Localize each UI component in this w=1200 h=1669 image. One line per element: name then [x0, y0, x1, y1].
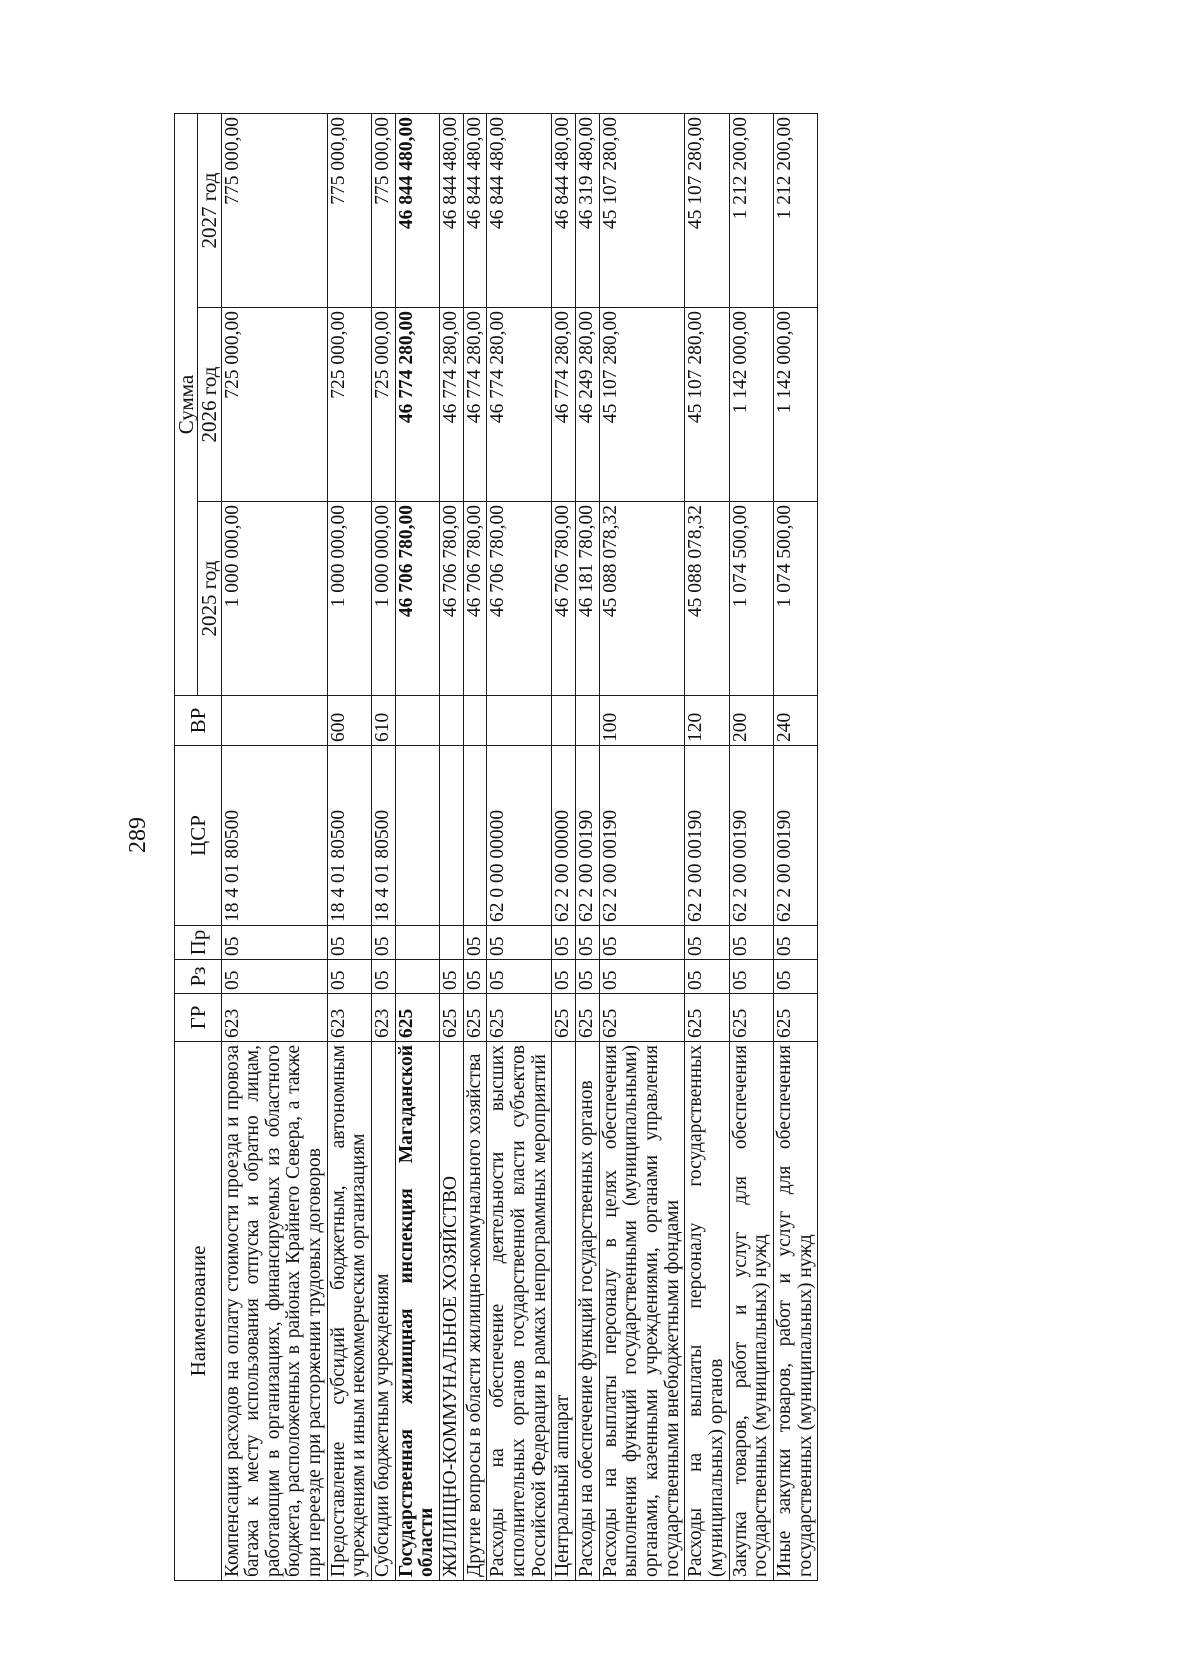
row-2026-cell: 1 142 000,00 [729, 308, 773, 502]
row-2026-cell: 46 774 280,00 [440, 308, 464, 502]
row-2025-cell: 45 088 078,32 [685, 502, 729, 696]
row-gr-cell: 625 [576, 994, 600, 1042]
row-gr-cell: 623 [327, 994, 371, 1042]
header-pr: Пр [175, 926, 222, 960]
row-csr-cell: 62 2 00 00000 [552, 746, 576, 926]
row-rz-cell: 05 [463, 960, 487, 994]
row-gr-cell: 623 [221, 994, 327, 1042]
row-2026-cell: 45 107 280,00 [599, 308, 685, 502]
row-vr-cell: 120 [685, 696, 729, 746]
row-csr-cell [395, 746, 439, 926]
row-2027-cell: 775 000,00 [221, 113, 327, 307]
row-pr-cell [440, 926, 464, 960]
row-pr-cell: 05 [372, 926, 396, 960]
row-2025-cell: 1 074 500,00 [773, 502, 817, 696]
row-gr-cell: 625 [552, 994, 576, 1042]
row-pr-cell: 05 [599, 926, 685, 960]
row-vr-cell [463, 696, 487, 746]
row-name-cell: Другие вопросы в области жилищно-коммунального хозяйства [463, 1042, 487, 1581]
table-row [372, 113, 396, 1580]
row-2026-cell: 1 142 000,00 [773, 308, 817, 502]
row-2025-cell: 1 000 000,00 [221, 502, 327, 696]
table-row [221, 113, 327, 1580]
table-row [327, 113, 371, 1580]
row-name-cell: Расходы на выплаты персоналу в целях обеспечения выполнения функций государственными (муниципальными) органами, казенными учреждениями, органами управления государственными внебюджетными фондами [599, 1042, 685, 1581]
row-pr-cell: 05 [576, 926, 600, 960]
row-gr-cell: 625 [685, 994, 729, 1042]
row-2026-cell: 46 774 280,00 [395, 308, 439, 502]
row-gr-cell: 625 [773, 994, 817, 1042]
table-row [773, 113, 817, 1580]
row-pr-cell: 05 [487, 926, 552, 960]
row-rz-cell: 05 [729, 960, 773, 994]
row-pr-cell: 05 [729, 926, 773, 960]
rotated-table-container [174, 114, 1114, 1581]
table-row [576, 113, 600, 1580]
row-2027-cell: 46 319 480,00 [576, 113, 600, 307]
table-body [221, 113, 818, 1580]
header-csr: ЦСР [175, 746, 222, 926]
row-gr-cell: 625 [463, 994, 487, 1042]
header-name: Наименование [175, 1042, 222, 1581]
table-row [395, 113, 439, 1580]
row-2025-cell: 1 000 000,00 [372, 502, 396, 696]
row-pr-cell: 05 [685, 926, 729, 960]
row-csr-cell [463, 746, 487, 926]
header-2026: 2026 год [198, 308, 221, 502]
row-2027-cell: 1 212 200,00 [729, 113, 773, 307]
row-vr-cell [221, 696, 327, 746]
row-gr-cell: 625 [440, 994, 464, 1042]
row-2025-cell: 46 706 780,00 [463, 502, 487, 696]
row-csr-cell [440, 746, 464, 926]
row-csr-cell: 18 4 01 80500 [221, 746, 327, 926]
header-rz: Рз [175, 960, 222, 994]
row-2027-cell: 46 844 480,00 [552, 113, 576, 307]
header-gr: ГР [175, 994, 222, 1042]
row-2027-cell: 46 844 480,00 [487, 113, 552, 307]
row-name-cell: ЖИЛИЩНО-КОММУНАЛЬНОЕ ХОЗЯЙСТВО [440, 1042, 464, 1581]
row-name-cell: Центральный аппарат [552, 1042, 576, 1581]
row-rz-cell: 05 [221, 960, 327, 994]
row-2026-cell: 45 107 280,00 [685, 308, 729, 502]
row-name-cell: Расходы на обеспечение функций государственных органов [576, 1042, 600, 1581]
row-gr-cell: 625 [729, 994, 773, 1042]
table-row [685, 113, 729, 1580]
row-pr-cell: 05 [463, 926, 487, 960]
row-rz-cell: 05 [576, 960, 600, 994]
row-2026-cell: 725 000,00 [221, 308, 327, 502]
row-2025-cell: 45 088 078,32 [599, 502, 685, 696]
header-vr: ВР [175, 696, 222, 746]
row-csr-cell: 62 2 00 00190 [685, 746, 729, 926]
row-vr-cell [552, 696, 576, 746]
header-2025: 2025 год [198, 502, 221, 696]
page-number: 289 [125, 817, 151, 853]
row-vr-cell [440, 696, 464, 746]
row-rz-cell [395, 960, 439, 994]
row-2026-cell: 46 774 280,00 [463, 308, 487, 502]
row-2026-cell: 46 249 280,00 [576, 308, 600, 502]
budget-table [174, 113, 818, 1581]
row-rz-cell: 05 [599, 960, 685, 994]
row-rz-cell: 05 [685, 960, 729, 994]
row-csr-cell: 18 4 01 80500 [372, 746, 396, 926]
row-rz-cell: 05 [487, 960, 552, 994]
table-row [599, 113, 685, 1580]
row-2027-cell: 775 000,00 [372, 113, 396, 307]
row-rz-cell: 05 [327, 960, 371, 994]
row-csr-cell: 62 2 00 00190 [729, 746, 773, 926]
row-vr-cell: 610 [372, 696, 396, 746]
row-pr-cell: 05 [773, 926, 817, 960]
table-row [729, 113, 773, 1580]
row-csr-cell: 18 4 01 80500 [327, 746, 371, 926]
row-name-cell: Иные закупки товаров, работ и услуг для обеспечения государственных (муниципальных) нужд [773, 1042, 817, 1581]
row-name-cell: Расходы на обеспечение деятельности высших исполнительных органов государственной власти субъектов Российской Федерации в рамках непрограммных мероприятий [487, 1042, 552, 1581]
header-row-top [175, 113, 198, 1580]
row-vr-cell: 240 [773, 696, 817, 746]
row-vr-cell: 200 [729, 696, 773, 746]
row-name-cell: Государственная жилищная инспекция Магаданской области [395, 1042, 439, 1581]
row-2027-cell: 1 212 200,00 [773, 113, 817, 307]
row-2025-cell: 1 000 000,00 [327, 502, 371, 696]
row-rz-cell: 05 [552, 960, 576, 994]
row-vr-cell: 600 [327, 696, 371, 746]
row-csr-cell: 62 2 00 00190 [576, 746, 600, 926]
row-vr-cell [487, 696, 552, 746]
row-2025-cell: 46 706 780,00 [552, 502, 576, 696]
row-2027-cell: 46 844 480,00 [395, 113, 439, 307]
row-name-cell: Субсидии бюджетным учреждениям [372, 1042, 396, 1581]
row-csr-cell: 62 2 00 00190 [773, 746, 817, 926]
row-name-cell: Расходы на выплаты персоналу государственных (муниципальных) органов [685, 1042, 729, 1581]
row-2025-cell: 1 074 500,00 [729, 502, 773, 696]
row-2027-cell: 46 844 480,00 [463, 113, 487, 307]
table-row [487, 113, 552, 1580]
row-2025-cell: 46 706 780,00 [487, 502, 552, 696]
row-rz-cell: 05 [773, 960, 817, 994]
row-name-cell: Закупка товаров, работ и услуг для обеспечения государственных (муниципальных) нужд [729, 1042, 773, 1581]
row-2025-cell: 46 181 780,00 [576, 502, 600, 696]
table-row [552, 113, 576, 1580]
row-pr-cell: 05 [552, 926, 576, 960]
row-rz-cell: 05 [440, 960, 464, 994]
row-csr-cell: 62 2 00 00190 [599, 746, 685, 926]
row-gr-cell: 625 [599, 994, 685, 1042]
row-vr-cell [576, 696, 600, 746]
row-vr-cell: 100 [599, 696, 685, 746]
row-2026-cell: 46 774 280,00 [552, 308, 576, 502]
table-row [463, 113, 487, 1580]
row-rz-cell: 05 [372, 960, 396, 994]
row-2025-cell: 46 706 780,00 [395, 502, 439, 696]
row-2027-cell: 46 844 480,00 [440, 113, 464, 307]
table-row [440, 113, 464, 1580]
row-2025-cell: 46 706 780,00 [440, 502, 464, 696]
row-pr-cell: 05 [327, 926, 371, 960]
header-2027: 2027 год [198, 113, 221, 307]
row-pr-cell [395, 926, 439, 960]
header-sum: Сумма [175, 113, 198, 695]
row-2027-cell: 45 107 280,00 [685, 113, 729, 307]
row-gr-cell: 625 [487, 994, 552, 1042]
row-name-cell: Предоставление субсидий бюджетным, автономным учреждениям и иным некоммерческим организациям [327, 1042, 371, 1581]
row-vr-cell [395, 696, 439, 746]
row-gr-cell: 623 [372, 994, 396, 1042]
row-2027-cell: 45 107 280,00 [599, 113, 685, 307]
row-name-cell: Компенсация расходов на оплату стоимости проезда и провоза багажа к месту использования отпуска и обратно лицам, работающим в организациях, финансируемых из областного бюджета, расположенных в районах Крайнего Севера, а также при переезде при расторжении трудовых договоров [221, 1042, 327, 1581]
row-2026-cell: 725 000,00 [327, 308, 371, 502]
row-2026-cell: 725 000,00 [372, 308, 396, 502]
row-csr-cell: 62 0 00 00000 [487, 746, 552, 926]
row-pr-cell: 05 [221, 926, 327, 960]
row-2026-cell: 46 774 280,00 [487, 308, 552, 502]
row-gr-cell: 625 [395, 994, 439, 1042]
row-2027-cell: 775 000,00 [327, 113, 371, 307]
